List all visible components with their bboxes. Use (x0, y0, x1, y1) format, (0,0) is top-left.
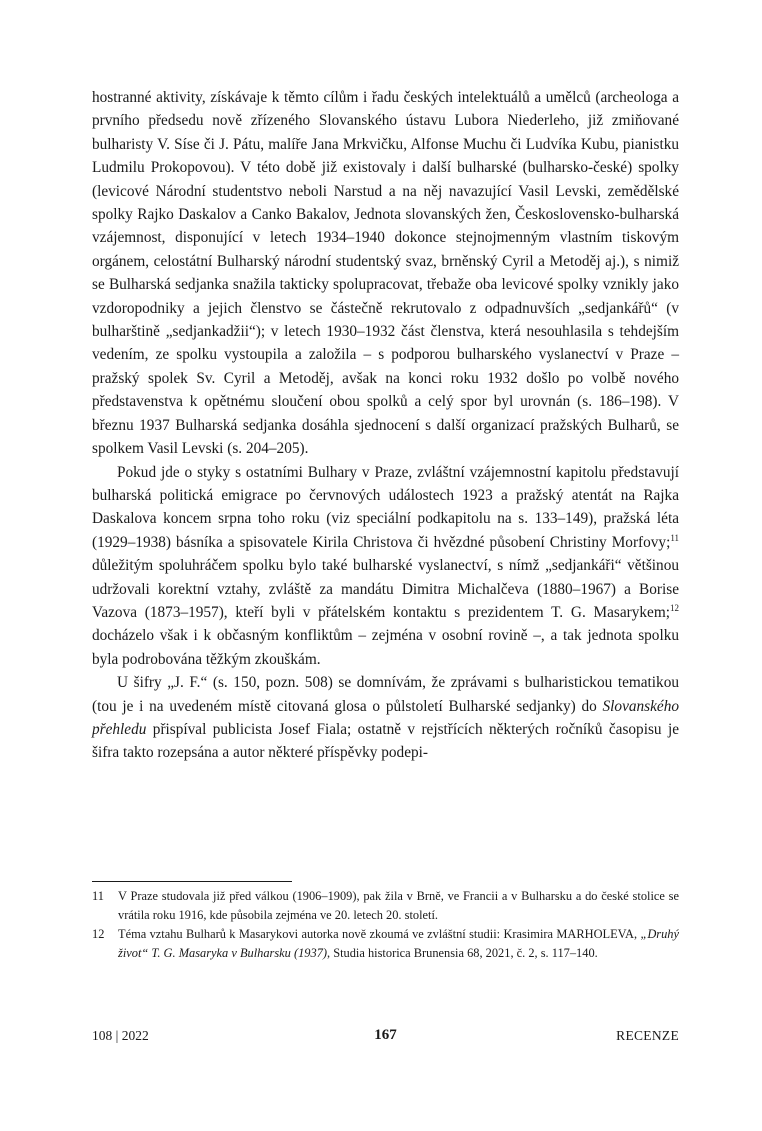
footnote-ref-11[interactable]: 11 (670, 532, 679, 543)
issue-label: 108 | 2022 (92, 1028, 149, 1043)
footnote-number: 11 (92, 889, 104, 903)
paragraph-3: U šifry „J. F.“ (s. 150, pozn. 508) se domnívám, že zprávami s bulharistickou tematikou (tou je i na uvedeném místě citovaná glosa o půlstoletí Bulharské sedjanky) do Slovanského přehledu přispíval publicista Josef Fiala; ostatně v rejstřících některých ročníků časopisu je šifra takto rozepsána a autor některé příspěvky podepi- (92, 674, 679, 762)
paragraph-2: Pokud jde o styky s ostatními Bulhary v Praze, zvláštní vzájemnostní kapitolu představují bulharská politická emigrace po červnových událostech 1923 a pražský atentát na Rajka Daskalova koncem srpna toho roku (viz speciální podkapitolu na s. 133–149), pražská léta (1929–1938) básníka a spisovatele Kirila Christova či hvězdné působení Christiny Morfovy;$^{11}$ důležitým spoluhráčem spolku bylo také bulharské vyslanectví, s nímž „sedjankáři“ většinou udržovali korektní vztahy, zvláště za mandátu Dimitra Michalčeva (1880–1967) a Borise Vazova (1873–1957), kteří byli v přátelském kontaktu s prezidentem T. G. Masarykem;$^{12}$ docházelo však i k občasným konfliktům – zejména v osobní rovině –, a tak jednota spolku byla podrobována těžkým zkouškám. (92, 463, 679, 668)
footnotes (92, 887, 679, 963)
page-footer (92, 1027, 679, 1049)
footnote-12 (92, 925, 679, 962)
footnote-11 (92, 887, 679, 924)
footnote-ref-12[interactable]: 12 (670, 602, 679, 613)
paragraph-1: hostranné aktivity, získávaje k těmto cílům i řadu českých intelektuálů a umělců (archeologa a prvního předsedu nově zřízeného Slovanského ústavu Lubora Niederleho, již zmiňované bulharisty V. Síse či J. Pátu, malíře Jana Mrkvičku, Alfonse Muchu či Ludvíka Kubu, pianistku Ludmilu Prokopovou). V této době již existovaly i další bulharské (bulharsko-české) spolky (levicové Národní studentstvo neboli Narstud a na něj navazující Vasil Levski, zemědělské spolky Rajko Daskalov a Canko Bakalov, Jednota slovanských žen, Československo-bulharská vzájemnost, disponující v letech 1934–1940 dokonce stejnojmenným vlastním tiskovým orgánem, celostátní Bulharský národní studentský svaz, brněnský Cyril a Metoděj aj.), s nimiž se Bulharská sedjanka snažila takticky spolupracovat, třebaže oba levicové spolky vznikly jako vzdoropodniky a jejich členstvo se částečně rekrutovalo z odpadnuvších „sedjankářů“ (v bulharštině „sedjankadžii“); v letech 1930–1932 část členstva, která nesouhlasila s tehdejším vedením, ze spolku vystoupila a založila – s podporou bulharského vyslanectví v Praze – pražský spolek Sv. Cyril a Metoděj, avšak na konci roku 1932 došlo po volbě nového představenstva k opětnému sloučení obou spolků a celý spor byl urovnán (s. 186–198). V březnu 1937 Bulharská sedjanka dosáhla sjednocení s další organizací pražských Bulharů, se spolkem Vasil Levski (s. 204–205). (92, 89, 679, 458)
footnote-number: 12 (92, 927, 105, 942)
footnote-text: Téma vztahu Bulharů k Masarykovi autorka nově zkoumá ve zvláštní studii: Krasimira MARHOLEVA, „Druhý život“ T. G. Masaryka v Bulharsku (1937), Studia historica Brunensia 68, 2021, č. 2, s. 117–140. (118, 927, 679, 960)
page-number: 167 (374, 1027, 397, 1043)
section-label: RECENZE (616, 1028, 679, 1043)
main-text (92, 86, 679, 765)
footnote-text: V Praze studovala již před válkou (1906–1909), pak žila v Brně, ve Francii a v Bulharsku a do české stolice se vrátila roku 1916, kde působila zejména ve 20. letech 20. století. (118, 889, 679, 922)
footnote-divider (92, 881, 292, 882)
